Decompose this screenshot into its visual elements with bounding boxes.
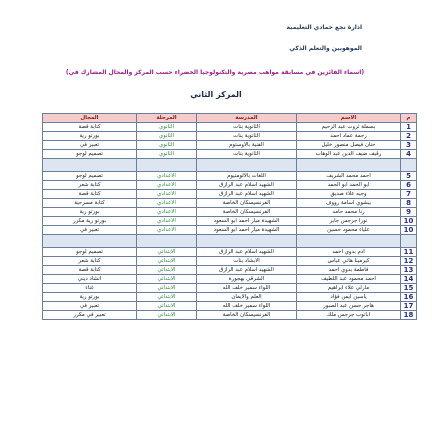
cell-name: احمد محمود عبد اللطيف: [297, 275, 401, 284]
cell-school: الشهيد اسلام عبد الرازق: [197, 266, 297, 275]
table-row: [43, 266, 417, 275]
column-header-name: الاسم: [297, 114, 401, 123]
cell-name: ياسين ايمن فؤاد: [297, 293, 401, 302]
table-row: [43, 302, 417, 311]
cell-name: مارلي علاء ابراهيم: [297, 284, 401, 293]
cell-num: 9: [401, 208, 417, 217]
cell-name: هاجر حسن عبد الصبور: [297, 302, 401, 311]
cell-name: رنا محمد حامد: [297, 208, 401, 217]
cell-field: بورتو رية: [43, 132, 137, 141]
table-row: [43, 190, 417, 199]
cell-num: 8: [401, 199, 417, 208]
winners-table: [42, 113, 417, 320]
separator-cell: [137, 159, 197, 172]
cell-school: اللواء سمير خلف الله: [197, 284, 297, 293]
cell-stage: الاعدادي: [137, 190, 197, 199]
cell-num: 17: [401, 302, 417, 311]
cell-num: 18: [401, 311, 417, 320]
column-header-stage: المرحلة: [137, 114, 197, 123]
cell-field: تصميم لوجو: [43, 172, 137, 181]
cell-num: 16: [401, 293, 417, 302]
administration-name: ادارة نجع حمادي التعليمية: [286, 24, 362, 31]
cell-stage: الاعدادي: [137, 217, 197, 226]
cell-num: 11: [401, 248, 417, 257]
cell-school: العلم والايمان: [197, 293, 297, 302]
cell-name: علياء محمود حسين: [297, 226, 401, 235]
cell-school: الفنية بالاوستوم: [197, 141, 297, 150]
cell-stage: الثانوي: [137, 132, 197, 141]
cell-num: 1: [401, 123, 417, 132]
cell-name: ابو الحمد ابو الحمد: [297, 181, 401, 190]
cell-field: كتابة قصة: [43, 123, 137, 132]
table-row: [43, 132, 417, 141]
table-row: [43, 150, 417, 159]
table-row: [43, 275, 417, 284]
cell-num: 4: [401, 150, 417, 159]
cell-name: بسملة ثروت عبد الرحيم: [297, 123, 401, 132]
cell-stage: الابتدائي: [137, 266, 197, 275]
separator-cell: [297, 235, 401, 248]
cell-name: فاطمة بدوي احمد: [297, 266, 401, 275]
cell-school: الفرنسيسكان الخاصة: [197, 208, 297, 217]
cell-stage: الاعدادي: [137, 172, 197, 181]
cell-school: الابشاد بنات: [197, 257, 297, 266]
table-row: [43, 257, 417, 266]
section-separator: [43, 159, 417, 172]
cell-num: 2: [401, 132, 417, 141]
cell-school: الفرنسيسكان الخاصة: [197, 199, 297, 208]
table-row: [43, 284, 417, 293]
table-row: [43, 248, 417, 257]
separator-cell: [401, 235, 417, 248]
table-header-row: [43, 114, 417, 123]
cell-field: كتابة قصة: [43, 190, 137, 199]
cell-school: اللواء سمير خلف الله: [197, 302, 297, 311]
cell-name: بيشوي اسامة رووف: [297, 199, 401, 208]
cell-school: اللغات بالالومنيوم: [197, 172, 297, 181]
separator-cell: [137, 235, 197, 248]
cell-field: بورتو رية مكرر: [43, 217, 137, 226]
cell-name: ادم بدوي احمد: [297, 248, 401, 257]
cell-school: الشهيد اسلام عبد الرازق: [197, 181, 297, 190]
cell-name: حنان فيصل منصور خليل: [297, 141, 401, 150]
cell-num: 7: [401, 190, 417, 199]
cell-stage: الاعدادي: [137, 226, 197, 235]
cell-name: وجيه علاء صديق: [297, 190, 401, 199]
cell-field: كتابة قصة: [43, 266, 137, 275]
cell-num: 14: [401, 275, 417, 284]
table-body: [43, 123, 417, 320]
cell-field: غناء: [43, 284, 137, 293]
cell-school: الشهيدة ميار احمد ابو السعود: [197, 217, 297, 226]
cell-stage: الابتدائي: [137, 302, 197, 311]
separator-cell: [43, 159, 137, 172]
place-title: المركز الثاني: [190, 90, 242, 99]
table-row: [43, 208, 417, 217]
cell-stage: الثانوي: [137, 123, 197, 132]
cell-num: 10: [401, 226, 417, 235]
table-row: [43, 199, 417, 208]
cell-field: تعبير في مكرر: [43, 311, 137, 320]
cell-num: 15: [401, 284, 417, 293]
section-separator: [43, 235, 417, 248]
cell-name: رحمة عماد احمد: [297, 132, 401, 141]
cell-school: الثانوية بنات: [197, 132, 297, 141]
cell-school: الشرقي بهجورة: [197, 275, 297, 284]
cell-field: تعبير في: [43, 141, 137, 150]
cell-name: ابانوب جرجس ملك: [297, 311, 401, 320]
cell-school: الشهيد اسلام عبد الرازق: [197, 190, 297, 199]
cell-field: بورتو رية: [43, 293, 137, 302]
separator-cell: [401, 159, 417, 172]
separator-cell: [43, 235, 137, 248]
cell-field: تصميم لوجو: [43, 248, 137, 257]
cell-school: الثانوية بنات: [197, 150, 297, 159]
cell-name: احمد محمد الشريف: [297, 172, 401, 181]
column-header-field: المجال: [43, 114, 137, 123]
separator-cell: [197, 159, 297, 172]
cell-field: تعبير في: [43, 226, 137, 235]
cell-stage: الاعدادي: [137, 199, 197, 208]
cell-school: الشهيدة ميار احمد ابو السعود: [197, 226, 297, 235]
competition-title: (اسماء الفائزين في مسابقة مواهب مصرية والتكنولوجيا الخضراء حسب المركز والمجال المشارك في): [65, 69, 365, 76]
cell-school: الفرنسيسكان الخاصة: [197, 311, 297, 320]
cell-stage: الابتدائي: [137, 284, 197, 293]
department-name: الموهوبين والتعلم الذكي: [289, 45, 362, 52]
cell-field: انشاد ديني: [43, 275, 137, 284]
cell-num: 12: [401, 257, 417, 266]
separator-cell: [197, 235, 297, 248]
cell-stage: الابتدائي: [137, 257, 197, 266]
cell-stage: الابتدائي: [137, 293, 197, 302]
cell-school: الثانوية بنات: [197, 123, 297, 132]
cell-field: كتابة شعر: [43, 257, 137, 266]
table-row: [43, 172, 417, 181]
cell-field: تصميم لوجو: [43, 150, 137, 159]
table-row: [43, 226, 417, 235]
cell-stage: الاعدادي: [137, 181, 197, 190]
cell-num: 6: [401, 181, 417, 190]
cell-name: نورا جرجس جابر: [297, 217, 401, 226]
cell-field: بورتو رية: [43, 208, 137, 217]
table-row: [43, 181, 417, 190]
cell-num: 10: [401, 217, 417, 226]
separator-cell: [297, 159, 401, 172]
table-row: [43, 123, 417, 132]
cell-stage: الابتدائي: [137, 275, 197, 284]
cell-stage: الثانوي: [137, 150, 197, 159]
cell-stage: الابتدائي: [137, 248, 197, 257]
table-row: [43, 311, 417, 320]
cell-stage: الابتدائي: [137, 311, 197, 320]
cell-stage: الثانوي: [137, 141, 197, 150]
cell-num: 5: [401, 172, 417, 181]
table-row: [43, 141, 417, 150]
table-row: [43, 293, 417, 302]
column-header-school: المدرسة: [197, 114, 297, 123]
cell-num: 13: [401, 266, 417, 275]
cell-field: تعبير في: [43, 302, 137, 311]
cell-name: رقيف ضيف الدين عبد الوهاب: [297, 150, 401, 159]
cell-stage: الاعدادي: [137, 208, 197, 217]
cell-field: كتابة مسرحية: [43, 199, 137, 208]
cell-num: 3: [401, 141, 417, 150]
cell-field: كتابة شعر: [43, 181, 137, 190]
column-header-num: م: [401, 114, 417, 123]
table-row: [43, 217, 417, 226]
cell-school: الشهيد اسلام عبد الرازق: [197, 248, 297, 257]
cell-name: كيرمينا هاني عباس: [297, 257, 401, 266]
